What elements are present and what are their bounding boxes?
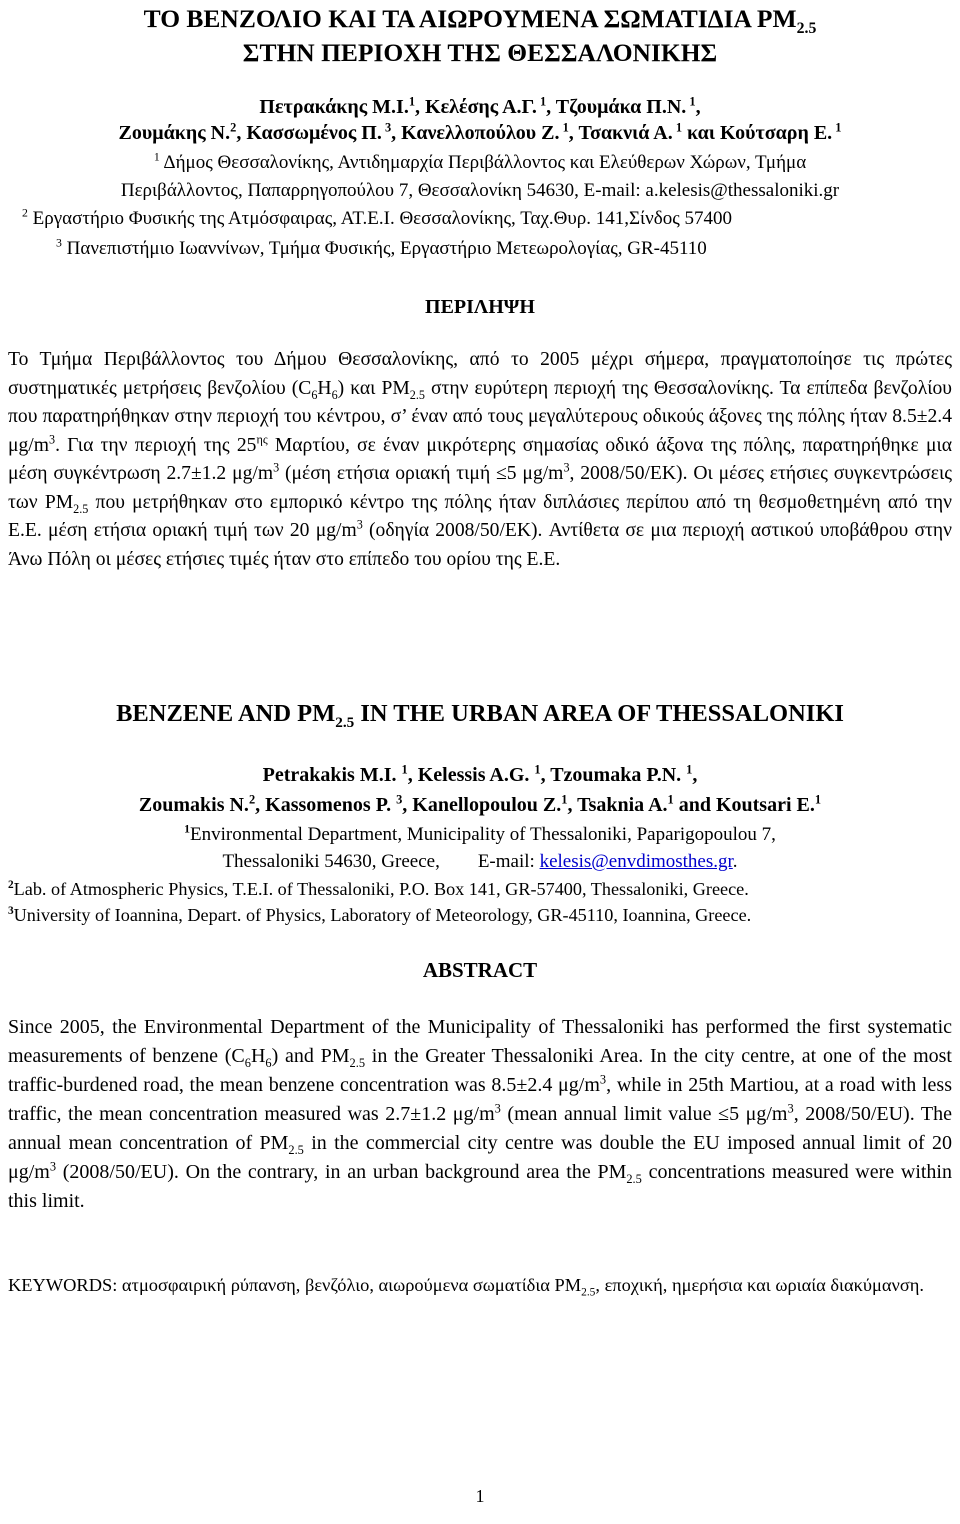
email-link[interactable]: kelesis@envdimosthes.gr: [539, 851, 733, 872]
page-number: 1: [475, 1486, 485, 1506]
greek-abstract-heading: ΠΕΡΙΛΗΨΗ: [425, 296, 535, 318]
english-authors-line2: Zoumakis N.$^2$, Kassomenos P. $^3$, Kanellopoulou Z.$^1$, Tsaknia A.$^1$ and Koutsari E.$^1$: [138, 792, 822, 816]
english-title: BENZENE AND $PM_{2.5}$ IN THE URBAN AREA OF THESSALONIKI: [116, 700, 844, 731]
english-affiliation-2: $^2$Lab. of Atmospheric Physics, T.E.I. of Thessaloniki, P.O. Box 141, GR-57400, Thessaloniki, Greece.: [8, 878, 749, 899]
greek-affiliation-1-cont: Περιβάλλοντος, Παπαρρηγοπούλου 7, Θεσσαλονίκη 54630, E-mail: a.kelesis@thessaloniki.gr: [120, 180, 840, 201]
greek-authors-line1: Πετρακάκης Μ.Ι.$^1$, Κελέσης Α.Γ. $^1$, Τζουμάκα Π.Ν. $^1$,: [259, 94, 701, 118]
greek-title: [0, 2, 960, 70]
english-authors-line1: Petrakakis M.I. $^1$, Kelessis A.G. $^1$, Tzoumaka P.N. $^1$,: [262, 762, 698, 786]
greek-affiliation-3: $^3$ Πανεπιστήμιο Ιωαννίνων, Τμήμα Φυσικής, Εργαστήριο Μετεωρολογίας, GR-45110: [56, 236, 707, 259]
greek-affiliation-1: $^1$ Δήμος Θεσσαλονίκης, Αντιδημαρχία Περιβάλλοντος και Ελεύθερων Χώρων, Τμήμα: [153, 150, 807, 173]
keywords-label: KEYWORDS:: [8, 1275, 122, 1295]
english-affiliation-1: $^1$Environmental Department, Municipality of Thessaloniki, Paparigopoulou 7,: [184, 822, 776, 845]
english-affiliation-3: $^3$University of Ioannina, Depart. of Physics, Laboratory of Meteorology, GR-45110, Ioannina, Greece.: [8, 904, 752, 925]
greek-title-line2: ΣΤΗΝ ΠΕΡΙΟΧΗ ΤΗΣ ΘΕΣΣΑΛΟΝΙΚΗΣ: [242, 38, 718, 67]
greek-affiliation-2: $^2$ Εργαστήριο Φυσικής της Ατμόσφαιρας, ΑΤ.Ε.Ι. Θεσσαλονίκης, Ταχ.Θυρ. 141,Σίνδος 57400: [22, 206, 732, 229]
keywords: KEYWORDS: ατμοσφαιρική ρύπανση, βενζόλιο, αιωρούμενα σωματίδια $PM_{2.5}$, εποχική, ημερήσια και ωριαία διακύμανση.: [8, 1275, 924, 1299]
english-affiliation-1-cont: Thessaloniki 54630, Greece, E-mail: kelesis@envdimosthes.gr.: [222, 851, 738, 872]
english-abstract-text: Since 2005, the Environmental Department of the Municipality of Thessaloniki has performed the first systematic measurements of benzene $(C_6H_6)$ and $PM_{2.5}$ in the Greater Thessaloniki Area. In the city centre, at one of the most traffic-burdened road, the mean benzene concentration was 8.5±2.4 $\mu g/m^3$, while in 25th Martiou, at a road with less traffic, the mean concentration measured was 2.7±1.2 $\mu g/m^3$ (mean annual limit value ≤5 $\mu g/m^3$, 2008/50/EU). The annual mean concentration of $PM_{2.5}$ in the commercial city centre was double the EU imposed annual limit of 20 $\mu g/m^3$ (2008/50/EU). On the contrary, in an urban background area the $PM_{2.5}$ concentrations measured were within this limit.: [8, 1016, 953, 1212]
greek-authors-line2: Ζουμάκης Ν.$^2$, Κασσωμένος Π. $^3$, Κανελλοπούλου Ζ. $^1$, Τσακνιά Α. $^1$ και Κούτσαρη Ε. $^1$: [118, 120, 842, 144]
greek-title-line1: ΤΟ ΒΕΝΖΟΛΙΟ ΚΑΙ ΤΑ ΑΙΩΡΟΥΜΕΝΑ ΣΩΜΑΤΙΔΙΑ $PM_{2.5}$: [143, 4, 817, 38]
english-abstract-heading: ABSTRACT: [422, 958, 538, 982]
greek-abstract-text: Το Τμήμα Περιβάλλοντος του Δήμου Θεσσαλονίκης, από το 2005 μέχρι σήμερα, πραγματοποίησε τις πρώτες συστηματικές μετρήσεις βενζολίου $(C_6H_6)$ και $PM_{2.5}$ στην ευρύτερη περιοχή της Θεσσαλονίκης. Τα επίπεδα βενζολίου που παρατηρήθηκαν στην περιοχή του κέντρου, σ’ έναν από τους μεγαλύτερους οδικούς άξονες της πόλης ήταν 8.5±2.4 $\mu g/m^3$. Για την περιοχή της $25^{\eta\varsigma}$ Μαρτίου, σε έναν μικρότερης σημασίας οδικό άξονα της πόλης, παρατηρήθηκε μια μέση συγκέντρωση 2.7±1.2 $\mu g/m^3$ (μέση ετήσια οριακή τιμή ≤5 $\mu g/m^3$, 2008/50/ΕΚ). Οι μέσες ετήσιες συγκεντρώσεις των $PM_{2.5}$ που μετρήθηκαν στο εμπορικό κέντρο της πόλης ήταν διπλάσιες περίπου από τη θεσμοθετημένη από την Ε.Ε. μέση ετήσια οριακή τιμή των 20 $\mu g/m^3$ (οδηγία 2008/50/ΕΚ). Αντίθετα σε μια περιοχή αστικού υποβάθρου στην Άνω Πόλη οι μέσες ετήσιες τιμές ήταν στο επίπεδο του ορίου της Ε.Ε.: [8, 349, 953, 570]
